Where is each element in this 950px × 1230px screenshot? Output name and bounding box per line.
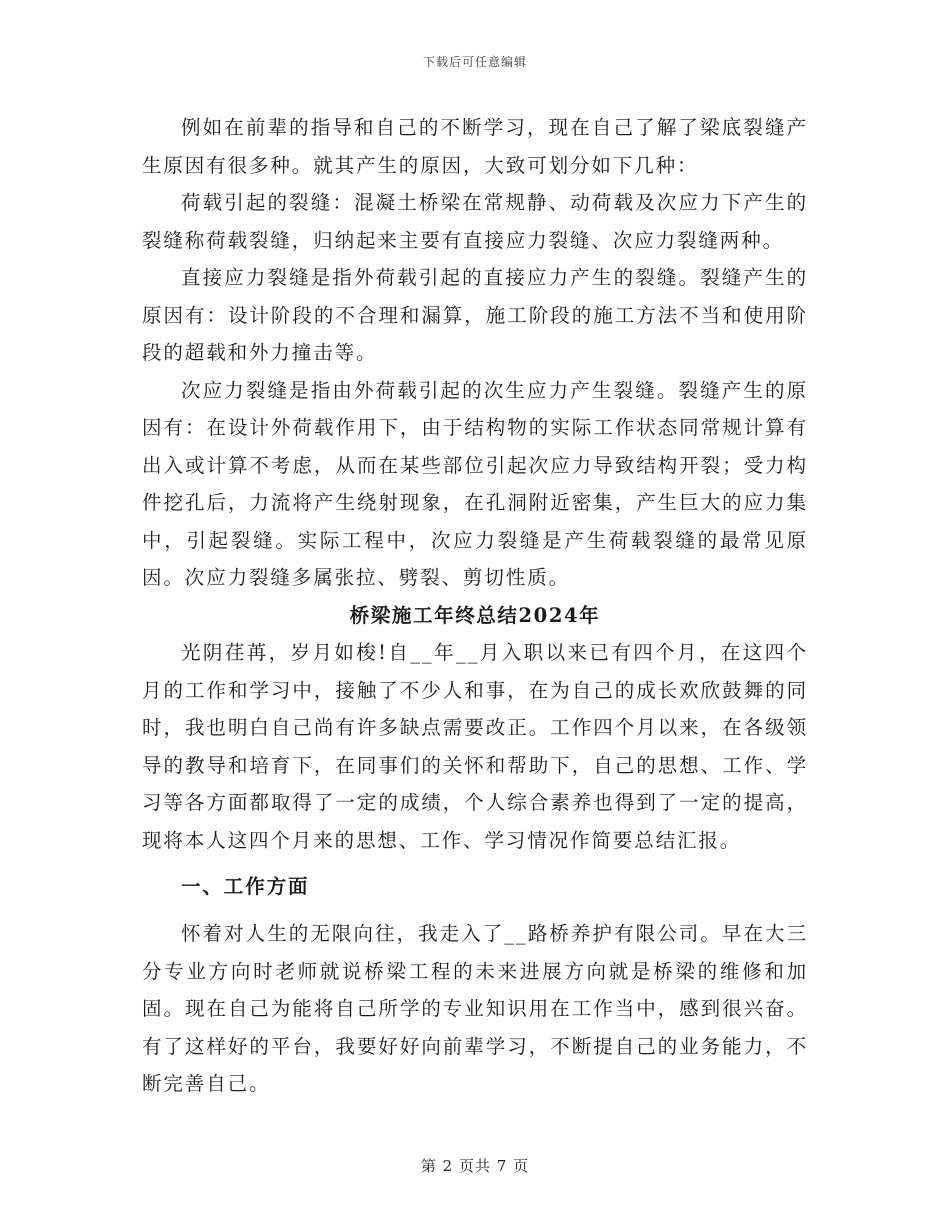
document-title: 桥梁施工年终总结2024年: [349, 603, 601, 627]
section-heading: 一、工作方面: [181, 875, 310, 898]
intro-paragraph: 光阴荏苒，岁月如梭!自__年__月入职以来已有四个月，在这四个月的工作和学习中，接触了不少人和事，在为自己的成长欢欣鼓舞的同时，我也明白自己尚有许多缺点需要改正。工作四个月以来，在各级领导的教导和培育下，在同事们的关怀和帮助下，自己的思想、工作、学习等各方面都取得了一定的成绩，个人综合素养也得到了一定的提高，现将本人这四个月来的思想、工作、学习情况作简要总结汇报。: [142, 641, 808, 852]
page-header: 下载后可任意编辑: [422, 55, 527, 69]
document-body: [142, 109, 808, 1103]
body-paragraph: 荷载引起的裂缝：混凝土桥梁在常规静、动荷载及次应力下产生的裂缝称荷载裂缝，归纳起来主要有直接应力裂缝、次应力裂缝两种。: [142, 191, 808, 252]
body-paragraph: 例如在前辈的指导和自己的不断学习，现在自己了解了梁底裂缝产生原因有很多种。就其产生的原因，大致可划分如下几种：: [142, 116, 808, 177]
section-paragraph: 怀着对人生的无限向往，我走入了__路桥养护有限公司。早在大三分专业方向时老师就说桥梁工程的未来进展方向就是桥梁的维修和加固。现在自己为能将自己所学的专业知识用在工作当中，感到很兴奋。有了这样好的平台，我要好好向前辈学习，不断提自己的业务能力，不断完善自己。: [142, 922, 808, 1095]
body-paragraph: 直接应力裂缝是指外荷载引起的直接应力产生的裂缝。裂缝产生的原因有：设计阶段的不合理和漏算，施工阶段的施工方法不当和使用阶段的超载和外力撞击等。: [142, 266, 808, 364]
body-paragraph: 次应力裂缝是指由外荷载引起的次生应力产生裂缝。裂缝产生的原因有：在设计外荷载作用下，由于结构物的实际工作状态同常规计算有出入或计算不考虑，从而在某些部位引起次应力导致结构开裂；受力构件挖孔后，力流将产生绕射现象，在孔洞附近密集，产生巨大的应力集中，引起裂缝。实际工程中，次应力裂缝是产生荷载裂缝的最常见原因。次应力裂缝多属张拉、劈裂、剪切性质。: [142, 378, 808, 589]
page-footer: 第 2 页共 7 页: [420, 1157, 530, 1175]
